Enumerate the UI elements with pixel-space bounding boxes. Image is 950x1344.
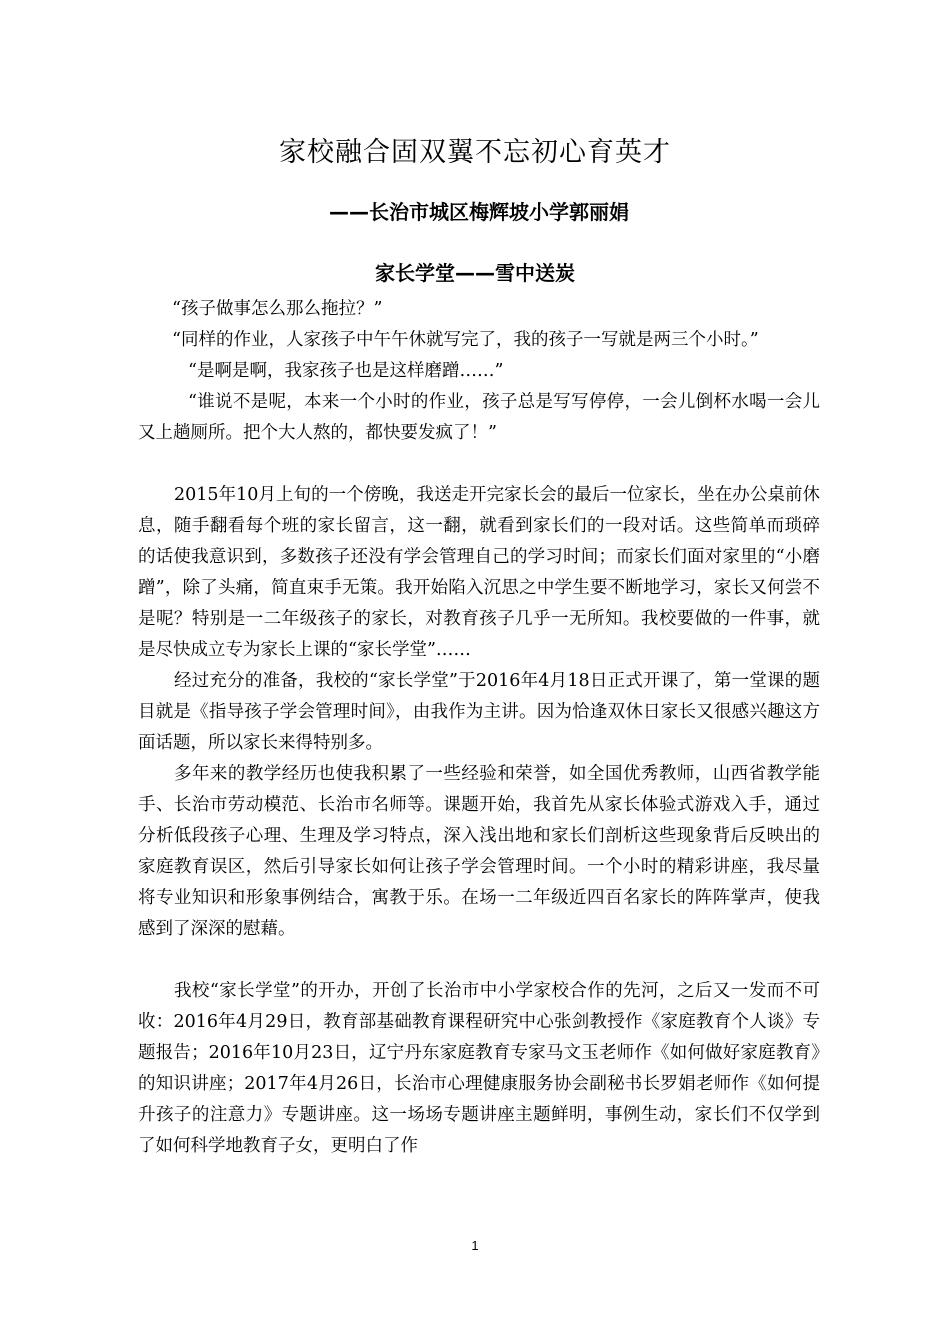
- document-body: [138, 294, 820, 1162]
- document-title: 家校融合固双翼不忘初心育英才: [279, 137, 671, 168]
- dialogue-line: “同样的作业，人家孩子中午午休就写完了，我的孩子一写就是两三个小时。”: [172, 330, 759, 350]
- body-paragraph: 我校“家长学堂”的开办，开创了长治市中小学家校合作的先河，之后又一发而不可收：2016年4月29日，教育部基础教育课程研究中心张剑教授作《家庭教育个人谈》专题报告；2016年10月23日，辽宁丹东家庭教育专家马文玉老师作《如何做好家庭教育》的知识讲座；2017年4月26日，长治市心理健康服务协会副秘书长罗娟老师作《如何提升孩子的注意力》专题讲座。这一场场专题讲座主题鲜明，事例生动，家长们不仅学到了如何科学地教育子女，更明白了作: [138, 981, 820, 1156]
- paragraph-gap: [138, 449, 820, 480]
- paragraph-gap: [138, 945, 820, 976]
- section-heading: 家长学堂——雪中送炭: [375, 261, 575, 285]
- dialogue-line: “谁说不是呢，本来一个小时的作业，孩子总是写写停停，一会儿倒杯水喝一会儿又上趟厕所。把个大人熬的，都快要发疯了！”: [138, 392, 820, 443]
- dialogue-line: “是啊是啊，我家孩子也是这样磨蹭……”: [188, 361, 504, 381]
- body-paragraph: 多年来的教学经历也使我积累了一些经验和荣誉，如全国优秀教师，山西省教学能手、长治市劳动模范、长治市名师等。课题开始，我首先从家长体验式游戏入手，通过分析低段孩子心理、生理及学习特点，深入浅出地和家长们剖析这些现象背后反映出的家庭教育误区，然后引导家长如何让孩子学会管理时间。一个小时的精彩讲座，我尽量将专业知识和形象事例结合，寓教于乐。在场一二年级近四百名家长的阵阵掌声，使我感到了深深的慰藉。: [138, 764, 820, 939]
- body-paragraph: 经过充分的准备，我校的“家长学堂”于2016年4月18日正式开课了，第一堂课的题目就是《指导孩子学会管理时间》，由我作为主讲。因为恰逢双休日家长又很感兴趣这方面话题，所以家长来得特别多。: [138, 671, 820, 753]
- author-subtitle: ——长治市城区梅辉坡小学郭丽娟: [329, 200, 629, 224]
- page-number: 1: [471, 1238, 479, 1253]
- dialogue-line: “孩子做事怎么那么拖拉？”: [172, 299, 383, 319]
- body-paragraph: 2015年10月上旬的一个傍晚，我送走开完家长会的最后一位家长，坐在办公桌前休息，随手翻看每个班的家长留言，这一翻，就看到家长们的一段对话。这些简单而琐碎的话使我意识到，多数孩子还没有学会管理自己的学习时间；而家长们面对家里的“小磨蹭”，除了头痛，简直束手无策。我开始陷入沉思之中学生要不断地学习，家长又何尝不是呢？特别是一二年级孩子的家长，对教育孩子几乎一无所知。我校要做的一件事，就是尽快成立专为家长上课的“家长学堂”……: [138, 485, 820, 660]
